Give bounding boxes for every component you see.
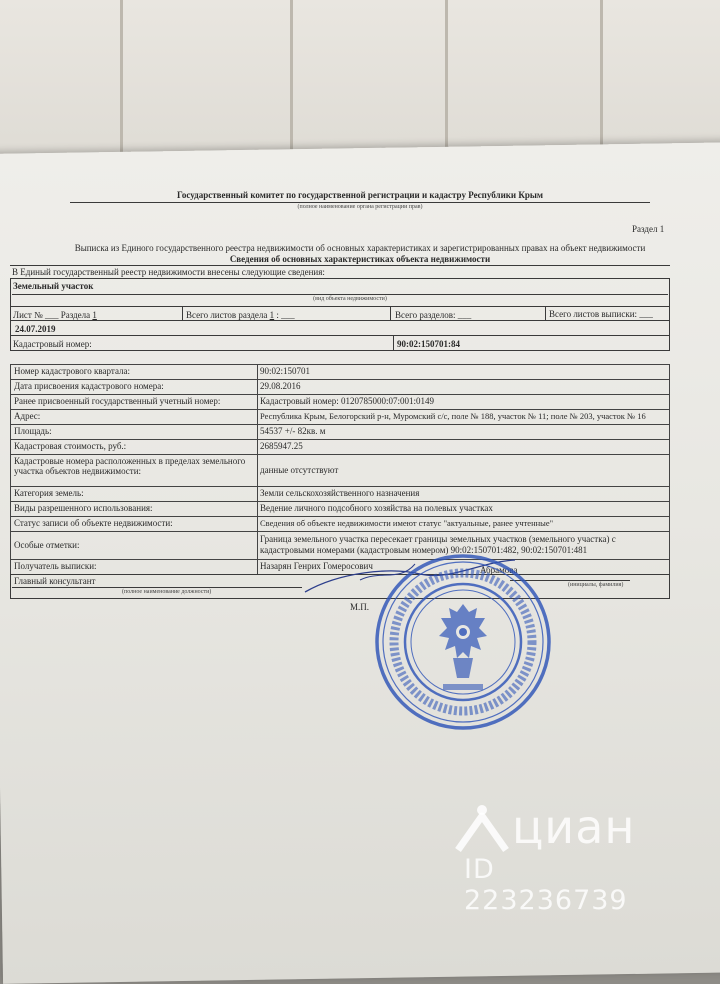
table-row <box>10 502 670 517</box>
total-sections-label: Всего разделов: <box>395 310 456 320</box>
divider <box>12 587 302 588</box>
name-caption: (инициалы, фамилия) <box>568 582 624 588</box>
intro-text: В Единый государственный реестр недвижимости внесены следующие сведения: <box>12 267 325 277</box>
row-label: Адрес: <box>10 410 258 424</box>
table-row <box>10 440 670 455</box>
table-row <box>10 455 670 487</box>
cadastral-number-label: Кадастровый номер: <box>13 339 92 349</box>
sheet-number <box>13 310 97 320</box>
official-stamp <box>373 552 553 732</box>
position-caption: (полное наименование должности) <box>122 589 212 595</box>
watermark-id: ID 223236739 <box>464 854 628 916</box>
table-row <box>10 425 670 440</box>
divider <box>10 574 11 598</box>
divider <box>393 335 394 350</box>
row-label: Категория земель: <box>10 487 258 501</box>
row-value: Граница земельного участка пересекает границы земельных участков (земельного участка) с кадастровыми номерами (кадастровым номером) 90:02:150701:482, 90:02:150701:481 <box>257 532 670 559</box>
document-subtitle: Сведения об основных характеристиках объекта недвижимости <box>229 254 491 264</box>
total-sections: Всего разделов: ___ <box>395 310 472 320</box>
total-sheets: Всего листов раздела 1 : ___ <box>186 310 295 320</box>
row-label: Дата присвоения кадастрового номера: <box>10 380 258 394</box>
row-value: данные отсутствуют <box>257 455 670 486</box>
section-number-label: Раздела <box>60 310 91 320</box>
row-label: Кадастровые номера расположенных в пределах земельного участка объектов недвижимости: <box>10 455 258 486</box>
divider <box>390 306 391 320</box>
row-value: 54537 +/- 82кв. м <box>257 425 670 439</box>
org-name: Государственный комитет по государственной регистрации и кадастру Республики Крым <box>176 190 544 200</box>
section-label: Раздел 1 <box>632 224 665 234</box>
table-row <box>10 395 670 410</box>
divider <box>182 306 183 320</box>
divider <box>10 306 670 307</box>
row-value: 29.08.2016 <box>257 380 670 394</box>
divider <box>10 335 670 336</box>
divider <box>545 306 546 320</box>
divider <box>10 320 670 321</box>
row-value: Сведения об объекте недвижимости имеют статус "актуальные, ранее учтенные" <box>257 517 670 531</box>
row-value: Республика Крым, Белогорский р-н, Муромский с/с, поле № 188, участок № 11; поле № 203, участок № 16 <box>257 410 670 424</box>
org-caption: (полное наименование органа регистрации прав) <box>297 204 423 210</box>
row-label: Кадастровая стоимость, руб.: <box>10 440 258 454</box>
divider <box>669 278 670 350</box>
table-row <box>10 364 670 380</box>
row-label: Номер кадастрового квартала: <box>10 365 258 379</box>
sheet-value: ___ <box>44 310 59 320</box>
object-type-caption: (вид объекта недвижимости) <box>313 296 387 302</box>
row-label: Статус записи об объекте недвижимости: <box>10 517 258 531</box>
table-row <box>10 380 670 395</box>
row-value: 2685947.25 <box>257 440 670 454</box>
cadastral-number-value: 90:02:150701:84 <box>397 339 460 349</box>
signatory-name: Абрамова <box>480 565 518 575</box>
total-sheets-label: Всего листов раздела <box>186 310 268 320</box>
row-value: Кадастровый номер: 0120785000:07:001:0149 <box>257 395 670 409</box>
seal-place: М.П. <box>350 602 370 612</box>
row-label: Ранее присвоенный государственный учетный номер: <box>10 395 258 409</box>
extract-date: 24.07.2019 <box>15 324 56 334</box>
divider <box>70 202 650 203</box>
watermark-brand: циан <box>512 800 636 854</box>
cian-logo-icon <box>452 804 512 854</box>
table-row <box>10 410 670 425</box>
row-value: Назарян Генрих Гомеросович <box>257 560 670 574</box>
sheet-label: Лист № <box>13 310 43 320</box>
divider <box>10 278 11 350</box>
row-label: Получатель выписки: <box>10 560 258 574</box>
row-value: Ведение личного подсобного хозяйства на полевых участках <box>257 502 670 516</box>
total-sheets-extract-label: Всего листов выписки: <box>549 309 638 319</box>
divider <box>669 574 670 598</box>
total-sheets-value: 1 <box>269 310 275 320</box>
divider <box>12 294 668 295</box>
row-value: 90:02:150701 <box>257 365 670 379</box>
divider <box>10 350 670 351</box>
object-type: Земельный участок <box>13 281 94 291</box>
row-value: Земли сельскохозяйственного назначения <box>257 487 670 501</box>
table-row <box>10 487 670 502</box>
characteristics-table <box>10 364 670 575</box>
divider <box>10 265 670 266</box>
row-label: Виды разрешенного использования: <box>10 502 258 516</box>
row-label: Площадь: <box>10 425 258 439</box>
table-row <box>10 517 670 532</box>
row-label: Особые отметки: <box>10 532 258 559</box>
extract-title: Выписка из Единого государственного реестра недвижимости об основных характеристиках и зарегистрированных правах на объект недвижимости <box>74 243 646 253</box>
signatory-position: Главный консультант <box>14 576 96 586</box>
total-sheets-extract: Всего листов выписки: ___ <box>549 309 653 319</box>
section-number-value: 1 <box>92 310 97 320</box>
divider <box>10 278 670 279</box>
